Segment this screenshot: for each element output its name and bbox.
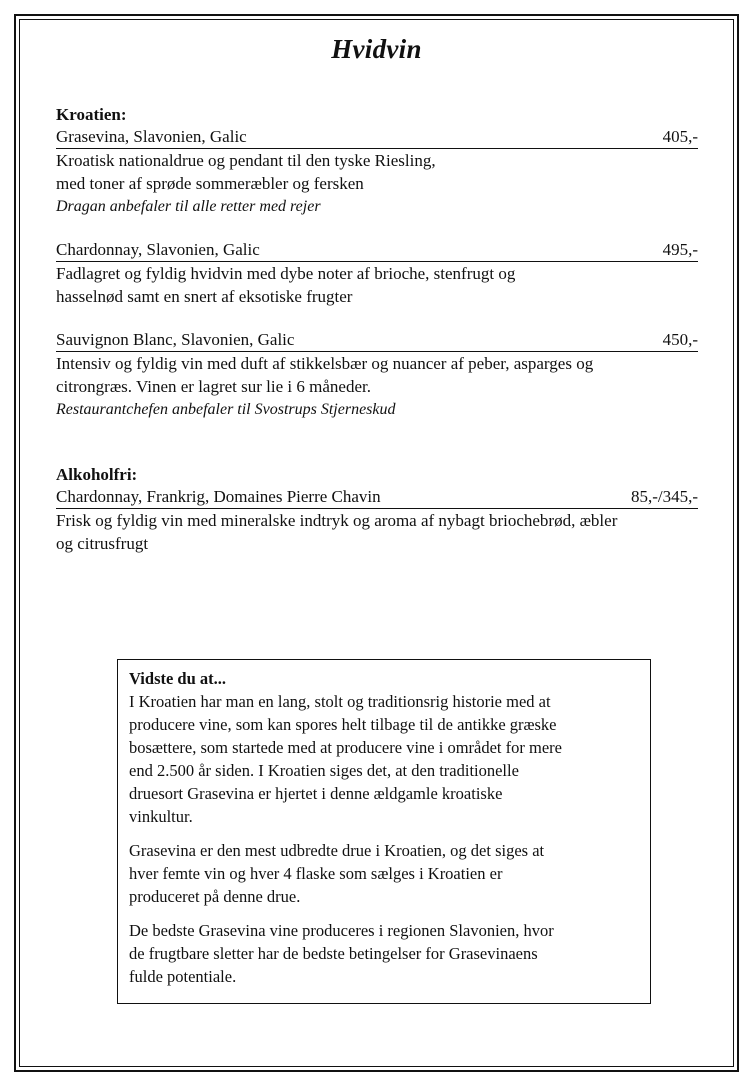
info-line: produceret på denne drue. bbox=[129, 887, 301, 906]
page-title: Hvidvin bbox=[331, 34, 422, 64]
wine-recommendation: Dragan anbefaler til alle retter med rejer bbox=[56, 198, 321, 215]
section-heading: Alkoholfri: bbox=[56, 465, 138, 484]
wine-description-line: med toner af sprøde sommeræbler og fersken bbox=[56, 174, 364, 193]
info-line: hver femte vin og hver 4 flaske som sælges i Kroatien er bbox=[129, 864, 503, 883]
wine-name-price-line bbox=[56, 486, 698, 509]
section-alkoholfri bbox=[56, 464, 698, 555]
wine-name-price-line bbox=[56, 239, 698, 262]
info-paragraph bbox=[129, 690, 638, 828]
wine-item bbox=[56, 329, 698, 421]
wine-name: Grasevina, Slavonien, Galic bbox=[56, 127, 247, 146]
wine-description-line: Frisk og fyldig vin med mineralske indtryk og aroma af nybagt briochebrød, æbler bbox=[56, 511, 618, 530]
info-box-title: Vidste du at... bbox=[129, 669, 227, 688]
wine-name-price-line bbox=[56, 329, 698, 352]
wine-item bbox=[56, 486, 698, 555]
wine-description-line: Kroatisk nationaldrue og pendant til den tyske Riesling, bbox=[56, 151, 436, 170]
info-line: bosættere, som startede med at producere vine i området for mere bbox=[129, 738, 562, 757]
info-paragraph bbox=[129, 839, 638, 908]
info-line: fulde potentiale. bbox=[129, 967, 237, 986]
wine-description-line: og citrusfrugt bbox=[56, 534, 149, 553]
info-line: druesort Grasevina er hjertet i denne ældgamle kroatiske bbox=[129, 784, 503, 803]
wine-name: Sauvignon Blanc, Slavonien, Galic bbox=[56, 330, 295, 349]
section-heading: Kroatien: bbox=[56, 105, 127, 124]
info-line: I Kroatien har man en lang, stolt og traditionsrig historie med at bbox=[129, 692, 551, 711]
info-line: De bedste Grasevina vine produceres i regionen Slavonien, hvor bbox=[129, 921, 554, 940]
wine-price: 85,-/345,- bbox=[630, 487, 698, 506]
info-line: producere vine, som kan spores helt tilbage til de antikke græske bbox=[129, 715, 557, 734]
wine-item bbox=[56, 126, 698, 218]
wine-name-price-line bbox=[56, 126, 698, 149]
info-line: end 2.500 år siden. I Kroatien siges det, at den traditionelle bbox=[129, 761, 519, 780]
wine-description-line: Intensiv og fyldig vin med duft af stikkelsbær og nuancer af peber, asparges og bbox=[56, 354, 594, 373]
info-paragraph bbox=[129, 919, 638, 988]
did-you-know-box bbox=[117, 659, 651, 1004]
info-line: vinkultur. bbox=[129, 807, 193, 826]
wine-description-line: hasselnød samt en snert af eksotiske frugter bbox=[56, 287, 353, 306]
wine-name: Chardonnay, Frankrig, Domaines Pierre Chavin bbox=[56, 487, 381, 506]
info-line: Grasevina er den mest udbredte drue i Kroatien, og det siges at bbox=[129, 841, 545, 860]
wine-description-line: Fadlagret og fyldig hvidvin med dybe noter af brioche, stenfrugt og bbox=[56, 264, 516, 283]
wine-price: 405,- bbox=[662, 127, 698, 146]
wine-list bbox=[56, 104, 698, 555]
wine-item bbox=[56, 239, 698, 308]
wine-recommendation: Restaurantchefen anbefaler til Svostrups Stjerneskud bbox=[56, 401, 396, 418]
wine-name: Chardonnay, Slavonien, Galic bbox=[56, 240, 260, 259]
info-line: de frugtbare sletter har de bedste betingelser for Grasevinaens bbox=[129, 944, 538, 963]
wine-price: 495,- bbox=[662, 240, 698, 259]
wine-price: 450,- bbox=[662, 330, 698, 349]
section-kroatien bbox=[56, 104, 698, 421]
wine-description-line: citrongræs. Vinen er lagret sur lie i 6 måneder. bbox=[56, 377, 371, 396]
